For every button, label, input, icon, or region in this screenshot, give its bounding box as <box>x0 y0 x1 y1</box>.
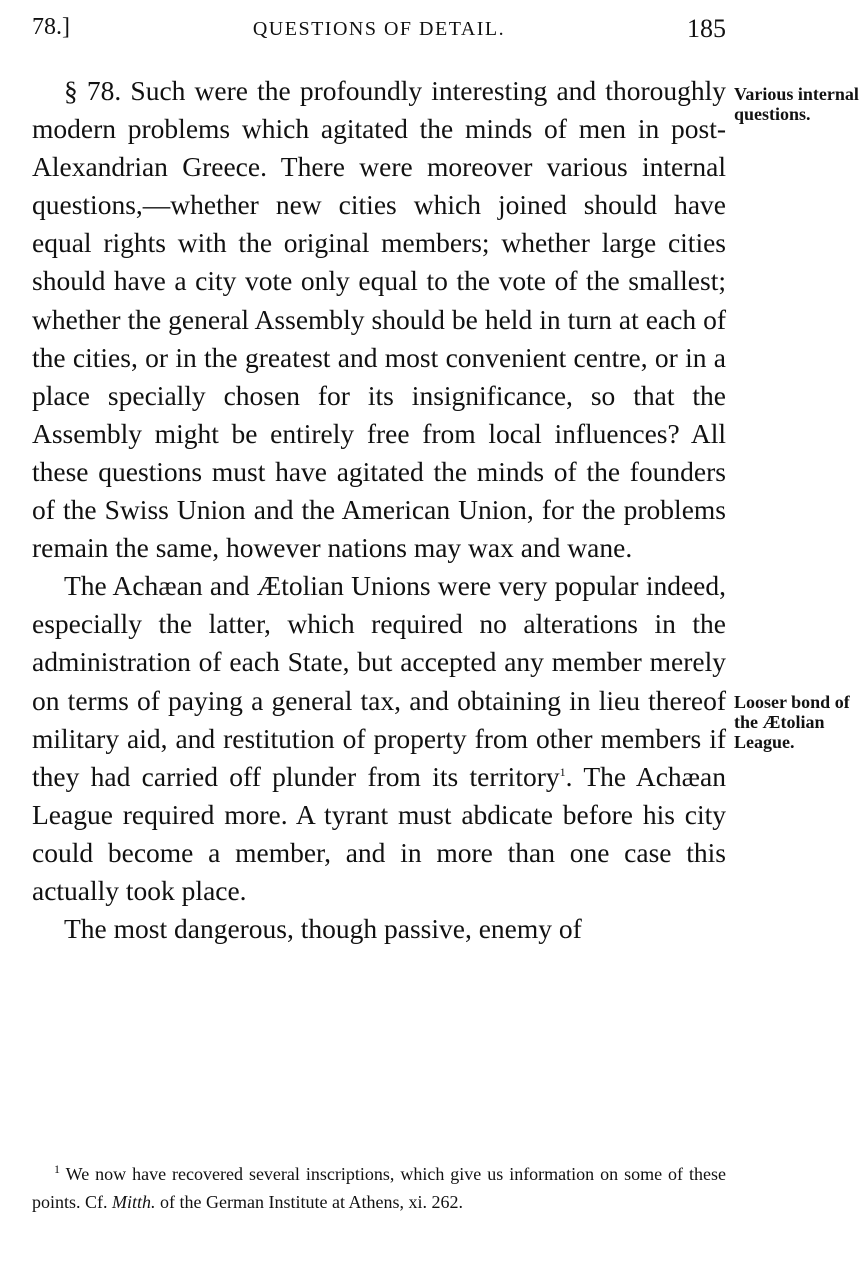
paragraph-unions-text: The Achæan and Ætolian Unions were very popular indeed, especially the latter, which required no alterations in the administration of each State, but accepted any member merely on terms of paying a general tax, and obtaining in lieu thereof military aid, and restitution of property from other members if they had carried off plunder from its territory <box>32 570 726 792</box>
footnote-text <box>32 1160 726 1216</box>
main-text <box>32 72 726 948</box>
footnote-text-before: We now have recovered several inscriptions, which give us information on some of these points. Cf. <box>32 1164 726 1212</box>
section-number: 78.] <box>32 14 70 40</box>
margin-note-aetolian-league: Looser bond of the Ætolian League. <box>734 692 850 752</box>
footnote-italic-title: Mitth. <box>112 1192 156 1212</box>
footnote <box>32 1160 726 1216</box>
footnote-reference: 1 <box>559 764 566 779</box>
page-header <box>32 14 726 50</box>
margin-note-internal-questions: Various internal questions. <box>734 84 859 124</box>
footnote-text-after: of the German Institute at Athens, xi. 262. <box>160 1192 463 1212</box>
running-title: QUESTIONS OF DETAIL. <box>252 18 506 40</box>
page-number: 185 <box>687 14 726 43</box>
paragraph-enemy: The most dangerous, though passive, enemy of <box>64 913 582 945</box>
paragraph-unions: The Achæan and Ætolian Unions were very popular indeed, especially the latter, which required no alterations in the administration of each State, but accepted any member merely on terms of paying a general tax, and obtaining in lieu thereof military aid, and restitution of property from other members if they had carried off plunder from its territory$^1$. The Achæan League required more. A tyrant must abdicate before his city could become a member, and in more than one case this actually took place. <box>32 570 726 906</box>
paragraph-78: § 78. Such were the profoundly interesting and thoroughly modern problems which agitated the minds of men in post-Alexandrian Greece. There were moreover various internal questions,—whether new cities which joined should have equal rights with the original members; whether large cities should have a city vote only equal to the vote of the smallest; whether the general Assembly should be held in turn at each of the cities, or in the greatest and most convenient centre, or in a place specially chosen for its insignificance, so that the Assembly might be entirely free from local influences? All these questions must have agitated the minds of the founders of the Swiss Union and the American Union, for the problems remain the same, however nations may wax and wane. <box>32 75 726 564</box>
paragraph-achaean-text: The Achæan League required more. A tyrant must abdicate before his city could become a member, and in more than one case this actually took place. <box>32 760 726 906</box>
footnote-marker: 1 <box>54 1162 60 1176</box>
